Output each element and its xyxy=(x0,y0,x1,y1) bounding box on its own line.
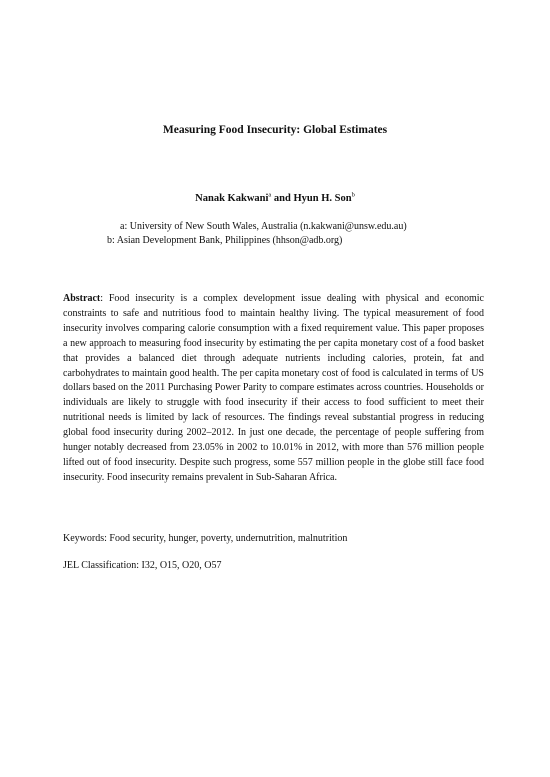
paper-title: Measuring Food Insecurity: Global Estimates xyxy=(162,124,388,136)
author-line xyxy=(0,193,550,204)
author-joiner: and xyxy=(271,193,294,204)
author-name: Nanak Kakwani xyxy=(195,193,269,204)
affiliation-a: a: University of New South Wales, Australia (n.kakwani@unsw.edu.au) xyxy=(120,221,407,232)
abstract-label: Abstract xyxy=(63,293,101,304)
author-affiliation-marker: a xyxy=(268,191,272,199)
abstract xyxy=(63,292,484,486)
jel-classification: JEL Classification: I32, O15, O20, O57 xyxy=(63,560,222,571)
abstract-text: : Food insecurity is a complex development issue dealing with physical and economic constraints to safe and nutritious food to maintain healthy living. The typical measurement of food insecurity involves comparing calorie consumption with a fixed requirement value. This paper proposes a new approach to measuring food insecurity by estimating the per capita monetary cost of a food basket that provides a balanced diet through adequate nutrients including calories, protein, fat and carbohydrates to maintain good health. The per capita monetary cost of food is calculated in terms of US dollars based on the 2011 Purchasing Power Parity to compare estimates across countries. Households or individuals are likely to struggle with food insecurity if their access to food sufficient to meet their nutritional needs is limited by lack of resources. The findings reveal substantial progress in reducing global food insecurity during 2002–2012. In just one decade, the percentage of people suffering from hunger notably decreased from 23.05% in 2002 to 10.01% in 2012, with more than 576 million people lifted out of food insecurity. Despite such progress, some 557 million people in the globe still face food insecurity. Food insecurity remains prevalent in Sub-Saharan Africa. xyxy=(63,293,484,483)
author-name: Hyun H. Son xyxy=(293,193,352,204)
keywords: Keywords: Food security, hunger, poverty, undernutrition, malnutrition xyxy=(63,533,348,544)
author-affiliation-marker: b xyxy=(351,191,355,199)
affiliation-b: b: Asian Development Bank, Philippines (hhson@adb.org) xyxy=(107,235,343,246)
